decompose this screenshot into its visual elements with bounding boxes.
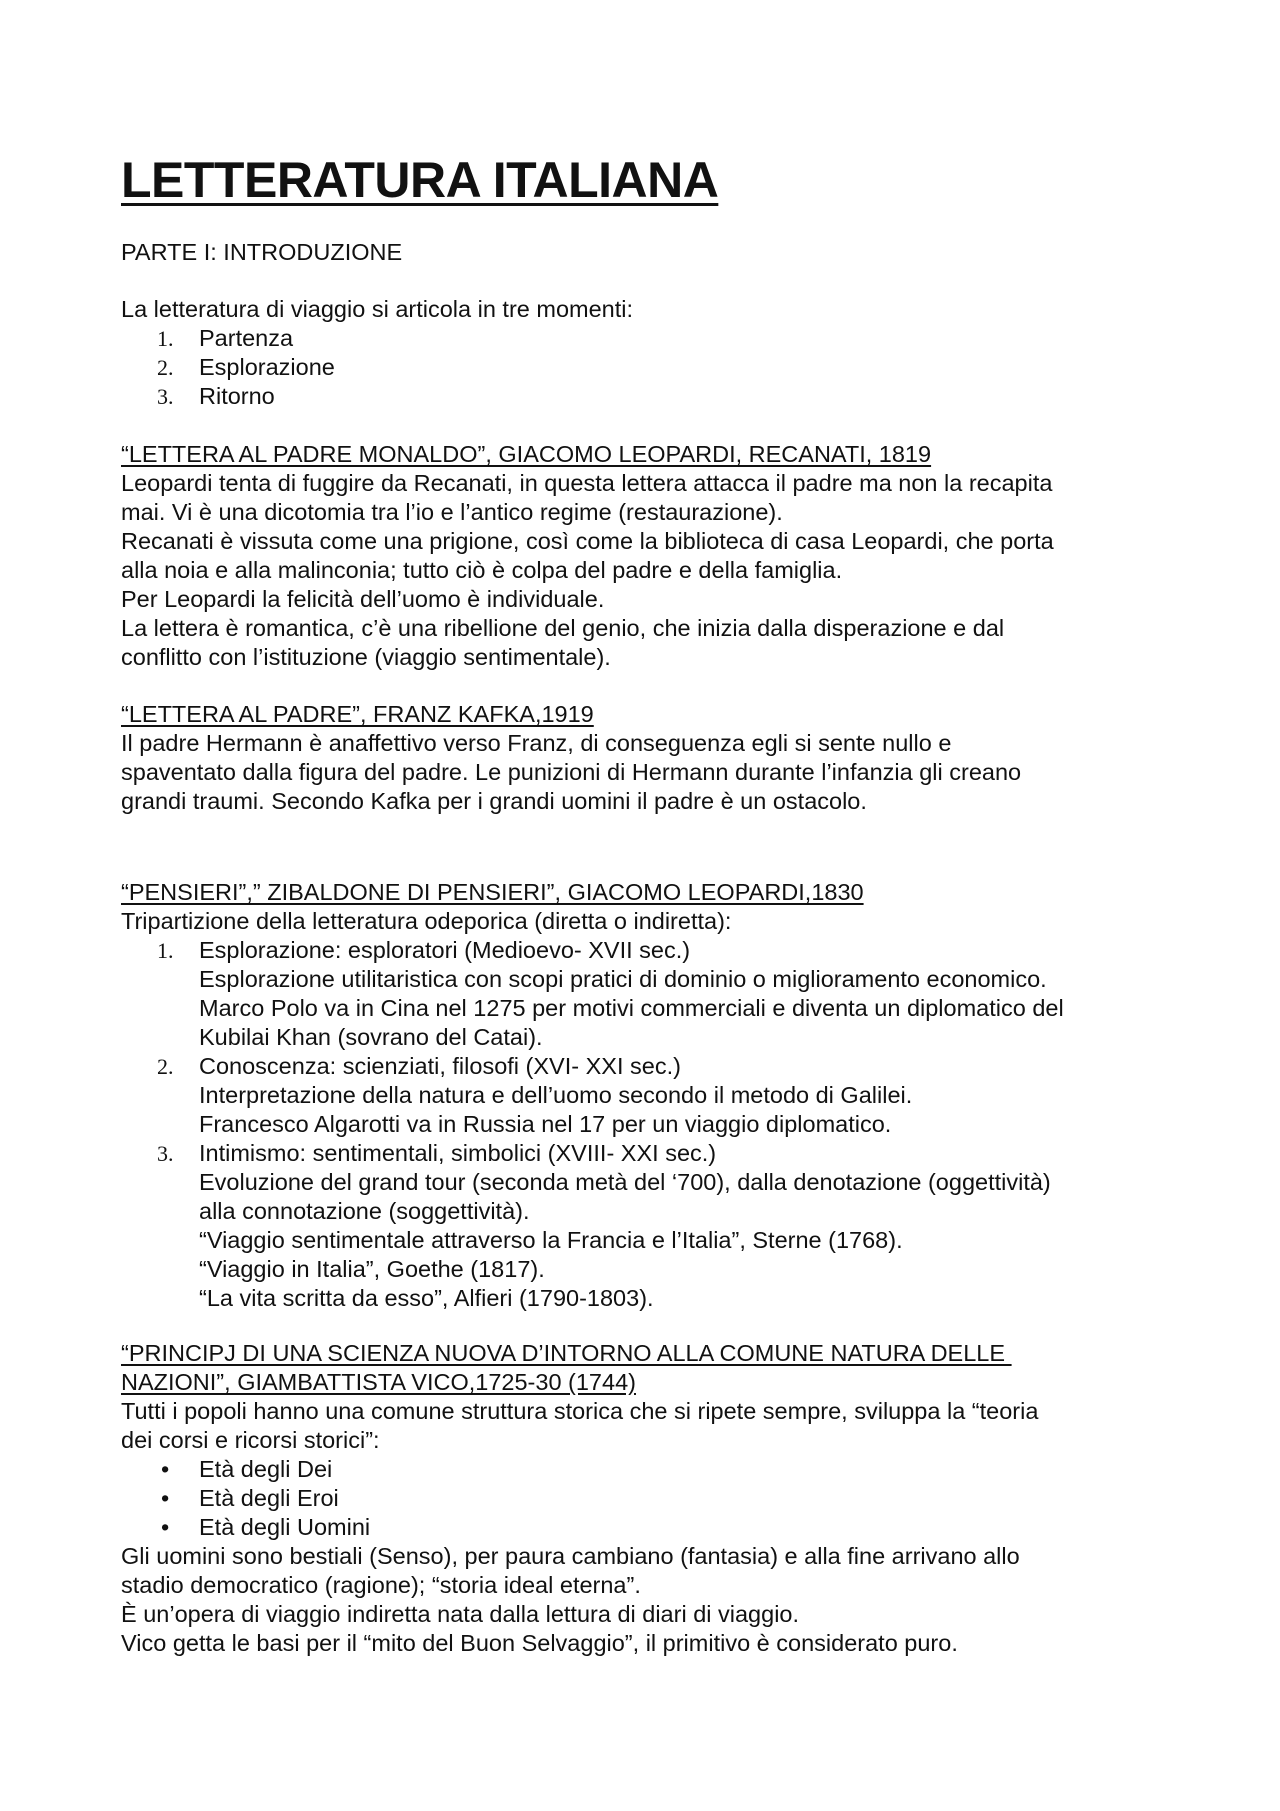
paragraph-line: Per Leopardi la felicità dell’uomo è individuale.	[121, 586, 605, 612]
paragraph-line: È un’opera di viaggio indiretta nata dalla lettura di diari di viaggio.	[121, 1601, 800, 1627]
list-item-line: Marco Polo va in Cina nel 1275 per motivi commerciali e diventa un diplomatico del	[199, 995, 1064, 1021]
list-item-line: Esplorazione: esploratori (Medioevo- XVII sec.)	[199, 937, 691, 963]
part-heading: PARTE I: INTRODUZIONE	[121, 239, 403, 265]
part-heading-block	[121, 238, 1181, 267]
vico-bullet-list	[121, 1455, 1181, 1542]
intro-section	[121, 295, 1181, 411]
section-kafka	[121, 700, 1181, 816]
bullet-marker: •	[161, 1485, 170, 1511]
list-item	[121, 1139, 1181, 1313]
list-marker: 2.	[157, 1054, 174, 1079]
list-item-line: Esplorazione utilitaristica con scopi pratici di dominio o miglioramento economico.	[199, 966, 1047, 992]
list-item-line: alla connotazione (soggettività).	[199, 1198, 530, 1224]
list-item-label: Età degli Uomini	[199, 1514, 371, 1540]
section-pensieri	[121, 878, 1181, 1313]
section-heading: “LETTERA AL PADRE MONALDO”, GIACOMO LEOPARDI, RECANATI, 1819	[121, 441, 932, 467]
paragraph-line: stadio democratico (ragione); “storia ideal eterna”.	[121, 1572, 641, 1598]
list-item-line: Intimismo: sentimentali, simbolici (XVIII- XXI sec.)	[199, 1140, 717, 1166]
list-item-line: Conoscenza: scienziati, filosofi (XVI- XXI sec.)	[199, 1053, 681, 1079]
section-heading: “PENSIERI”,” ZIBALDONE DI PENSIERI”, GIACOMO LEOPARDI,1830	[121, 879, 864, 905]
list-item-label: Ritorno	[199, 383, 275, 409]
list-item	[121, 1455, 1181, 1484]
list-marker: 3.	[157, 384, 174, 409]
list-marker: 3.	[157, 1141, 174, 1166]
list-item	[121, 1513, 1181, 1542]
list-item-label: Partenza	[199, 325, 294, 351]
section-vico	[121, 1339, 1181, 1658]
list-item-label: Età degli Eroi	[199, 1485, 339, 1511]
document-title: LETTERATURA ITALIANA	[121, 152, 719, 208]
paragraph-line: Vico getta le basi per il “mito del Buon Selvaggio”, il primitivo è considerato puro.	[121, 1630, 958, 1656]
paragraph-line: dei corsi e ricorsi storici”:	[121, 1427, 380, 1453]
section-intro: Tripartizione della letteratura odeporica (diretta o indiretta):	[121, 908, 732, 934]
bullet-marker: •	[161, 1456, 170, 1482]
list-marker: 2.	[157, 355, 174, 380]
list-item	[121, 324, 1181, 353]
list-item-line: Interpretazione della natura e dell’uomo secondo il metodo di Galilei.	[199, 1082, 913, 1108]
list-item-line: “Viaggio in Italia”, Goethe (1817).	[199, 1256, 545, 1282]
paragraph-line: spaventato dalla figura del padre. Le punizioni di Hermann durante l’infanzia gli creano	[121, 759, 1022, 785]
section-heading: “LETTERA AL PADRE”, FRANZ KAFKA,1919	[121, 701, 594, 727]
list-item	[121, 353, 1181, 382]
list-item	[121, 936, 1181, 1052]
paragraph-line: alla noia e alla malinconia; tutto ciò è colpa del padre e della famiglia.	[121, 557, 843, 583]
paragraph-line: grandi traumi. Secondo Kafka per i grandi uomini il padre è un ostacolo.	[121, 788, 867, 814]
paragraph-line: Leopardi tenta di fuggire da Recanati, in questa lettera attacca il padre ma non la recapita	[121, 470, 1053, 496]
paragraph-line: Recanati è vissuta come una prigione, così come la biblioteca di casa Leopardi, che porta	[121, 528, 1054, 554]
list-item-label: Età degli Dei	[199, 1456, 333, 1482]
section-heading: “PRINCIPJ DI UNA SCIENZA NUOVA D’INTORNO ALLA COMUNE NATURA DELLE	[121, 1340, 1012, 1366]
list-item-label: Esplorazione	[199, 354, 335, 380]
paragraph-line: Gli uomini sono bestiali (Senso), per paura cambiano (fantasia) e alla fine arrivano allo	[121, 1543, 1020, 1569]
list-item-line: Evoluzione del grand tour (seconda metà del ‘700), dalla denotazione (oggettività)	[199, 1169, 1051, 1195]
intro-text: La letteratura di viaggio si articola in tre momenti:	[121, 296, 634, 322]
list-marker: 1.	[157, 938, 174, 963]
paragraph-line: conflitto con l’istituzione (viaggio sentimentale).	[121, 644, 611, 670]
section-heading: NAZIONI”, GIAMBATTISTA VICO,1725-30 (1744)	[121, 1369, 636, 1395]
list-item-line: Kubilai Khan (sovrano del Catai).	[199, 1024, 543, 1050]
list-item-line: “Viaggio sentimentale attraverso la Francia e l’Italia”, Sterne (1768).	[199, 1227, 903, 1253]
section-monaldo	[121, 440, 1181, 672]
list-item-line: Francesco Algarotti va in Russia nel 17 per un viaggio diplomatico.	[199, 1111, 892, 1137]
paragraph-line: mai. Vi è una dicotomia tra l’io e l’antico regime (restaurazione).	[121, 499, 783, 525]
intro-list	[121, 324, 1181, 411]
list-item	[121, 382, 1181, 411]
list-item-line: “La vita scritta da esso”, Alfieri (1790-1803).	[199, 1285, 654, 1311]
list-item	[121, 1484, 1181, 1513]
paragraph-line: Tutti i popoli hanno una comune struttura storica che si ripete sempre, sviluppa la “teoria	[121, 1398, 1039, 1424]
paragraph-line: La lettera è romantica, c’è una ribellione del genio, che inizia dalla disperazione e dal	[121, 615, 1005, 641]
list-item	[121, 1052, 1181, 1139]
bullet-marker: •	[161, 1514, 170, 1540]
paragraph-line: Il padre Hermann è anaffettivo verso Franz, di conseguenza egli si sente nullo e	[121, 730, 952, 756]
list-marker: 1.	[157, 326, 174, 351]
pensieri-list	[121, 936, 1181, 1313]
